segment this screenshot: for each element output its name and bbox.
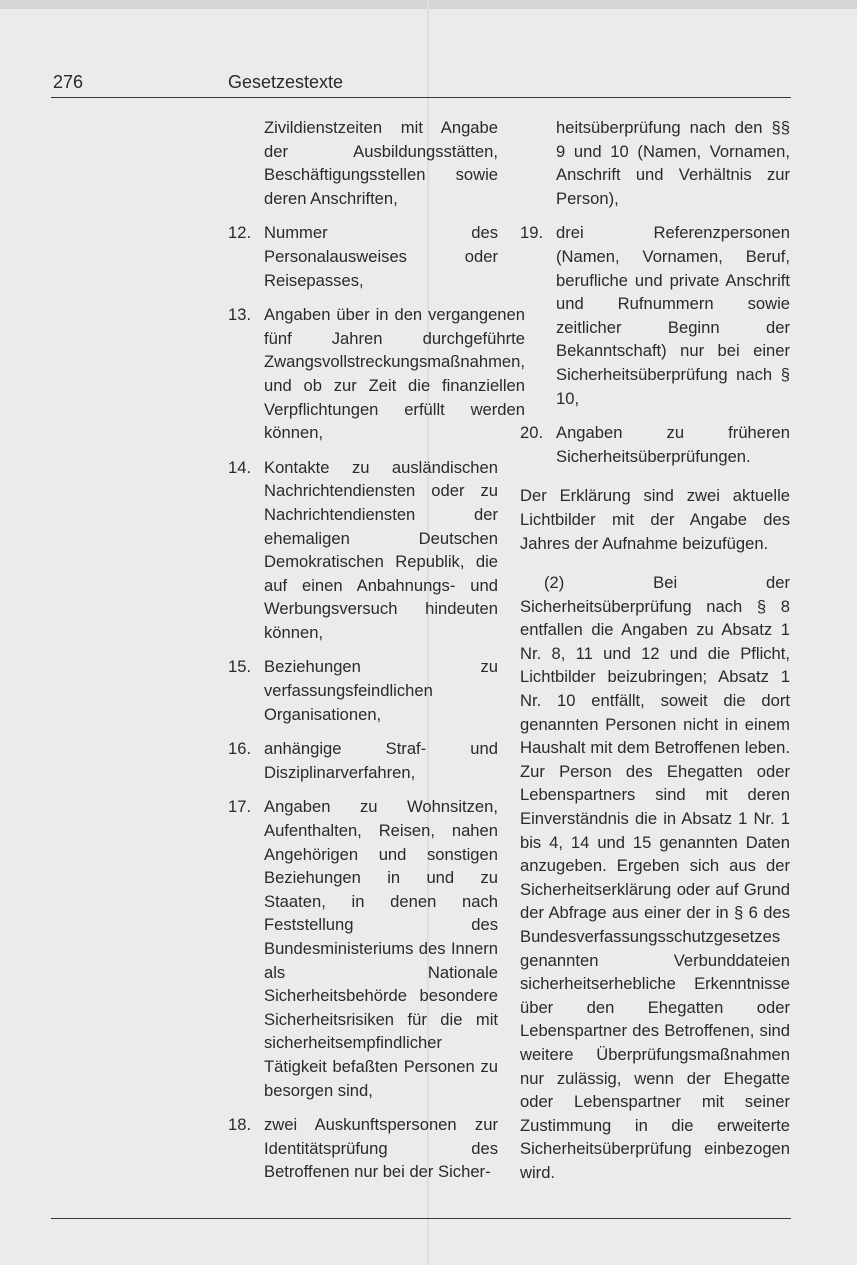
- item-number: 16.: [228, 739, 252, 759]
- list-item: [228, 456, 498, 645]
- item-number: 20.: [520, 423, 544, 443]
- item-number: 12.: [228, 223, 252, 243]
- list-item: [228, 795, 498, 1102]
- page-number: 276: [53, 72, 84, 92]
- paragraph-section-2: (2) Bei der Sicherheitsüberprüfung nach § 8 entfallen die Angaben zu Absatz 1 Nr. 8, 11 und 12 und die Pflicht, Lichtbilder beizubringen; Absatz 1 Nr. 10 entfällt, soweit die dort genannten Personen nicht in einem Haushalt mit dem Betroffenen leben. Zur Person des Ehegatten oder Lebenspartners sind mit deren Einverständnis die in Absatz 1 Nr. 1 bis 4, 14 und 15 genannten Daten anzugeben. Ergeben sich aus der Sicherheitserklärung oder auf Grund der Abfrage aus einer der in § 6 des Bundesverfassungsschutzgesetzes genannten Verbunddateien sicherheitserhebliche Erkenntnisse über den Ehegatten oder Lebenspartner des Betroffenen, sind weitere Überprüfungsmaßnahmen nur zulässig, wenn der Ehegatte oder Lebenspartner mit seiner Zustimmung in die erweiterte Sicherheitsüberprüfung einbezogen wird.: [520, 573, 790, 1182]
- list-item: [228, 655, 498, 726]
- item-text: drei Referenzpersonen (Namen, Vornamen, Beruf, berufliche und private Anschrift und Rufnummern sowie zeitlicher Beginn der Bekanntschaft) nur bei einer Sicherheitsüberprüfung nach § 10,: [556, 223, 790, 408]
- paragraph-photos: Der Erklärung sind zwei aktuelle Lichtbilder mit der Angabe des Jahres der Aufnahme beizufügen.: [520, 486, 790, 553]
- item-number: 15.: [228, 657, 252, 677]
- item-text: Angaben zu Wohnsitzen, Aufenthalten, Reisen, nahen Angehörigen und sonstigen Beziehungen in und zu Staaten, in denen nach Feststellung des Bundesministeriums des Innern als Nationale Sicherheitsbehörde besondere Sicherheitsrisiken für die mit sicherheitsempfindlicher Tätigkeit befaßten Personen zu besorgen sind,: [264, 797, 498, 1100]
- left-column: [228, 116, 526, 1195]
- left-continuation: Zivildienstzeiten mit Angabe der Ausbildungsstätten, Beschäftigungsstellen sowie deren Anschriften,: [264, 118, 498, 208]
- list-item: [228, 221, 498, 292]
- list-item: [228, 303, 526, 445]
- item-number: 13.: [228, 305, 252, 325]
- right-continuation: heitsüberprüfung nach den §§ 9 und 10 (Namen, Vornamen, Anschrift und Verhältnis zur Person),: [556, 118, 790, 208]
- item-number: 14.: [228, 457, 252, 477]
- list-item: [520, 421, 790, 468]
- item-text: anhängige Straf- und Disziplinarverfahren,: [264, 739, 498, 782]
- item-text: Beziehungen zu verfassungsfeindlichen Organisationen,: [264, 657, 498, 724]
- header-rule: [51, 97, 791, 98]
- item-text: Nummer des Personalausweises oder Reisepasses,: [264, 223, 498, 290]
- list-item: [228, 737, 498, 784]
- item-number: 18.: [228, 1115, 252, 1135]
- item-text: zwei Auskunftspersonen zur Identitätsprüfung des Betroffenen nur bei der Sicher-: [264, 1115, 498, 1182]
- list-item: [520, 221, 790, 410]
- right-column: [520, 116, 790, 1196]
- item-number: 19.: [520, 223, 544, 243]
- item-text: Angaben zu früheren Sicherheitsüberprüfungen.: [556, 423, 790, 466]
- footer-rule: [51, 1218, 791, 1219]
- running-head: Gesetzestexte: [228, 72, 344, 92]
- item-text: Angaben über in den vergangenen fünf Jahren durchgeführte Zwangsvollstreckungsmaßnahmen, und ob zur Zeit die finanziellen Verpflichtungen erfüllt werden können,: [264, 305, 526, 443]
- list-item: [228, 1113, 498, 1184]
- item-text: Kontakte zu ausländischen Nachrichtendiensten oder zu Nachrichtendiensten der ehemaligen Deutschen Demokratischen Republik, die auf einen Anbahnungs- und Werbungsversuch hindeuten können,: [264, 457, 498, 642]
- item-number: 17.: [228, 797, 252, 817]
